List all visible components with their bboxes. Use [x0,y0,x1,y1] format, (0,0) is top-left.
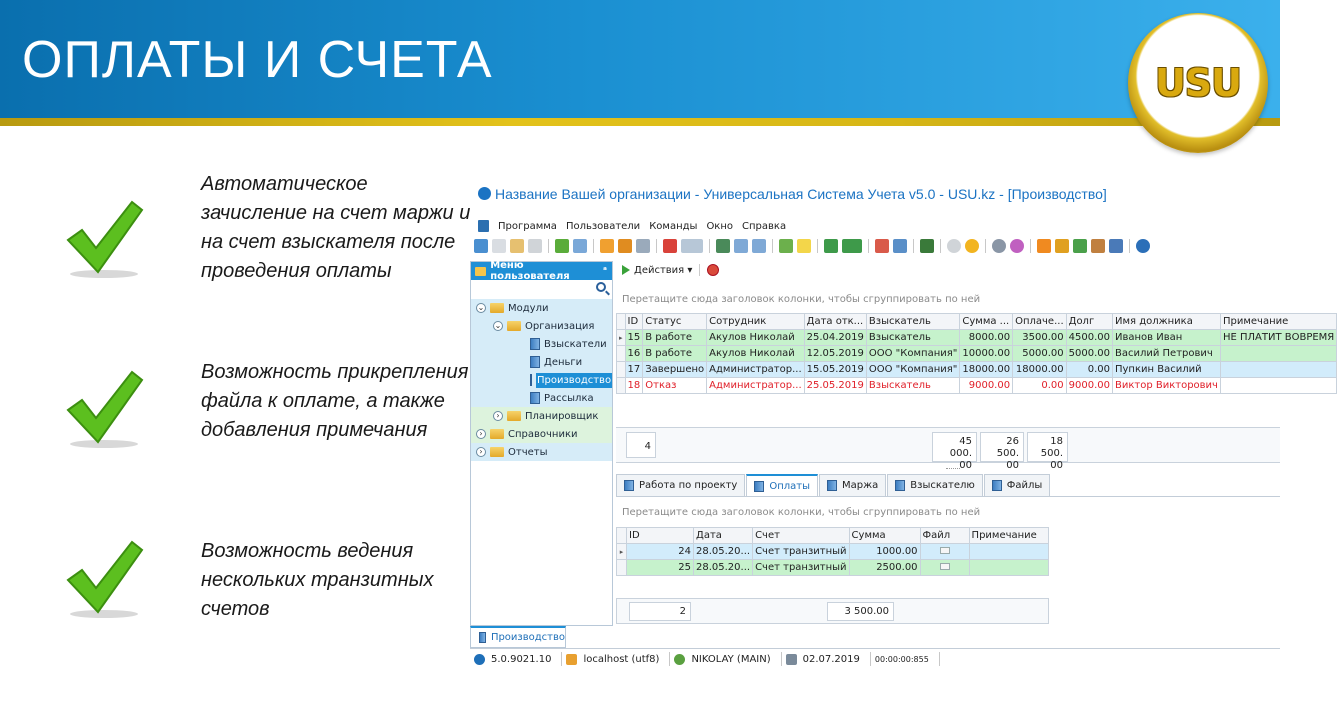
debt-total: 18 500. 00 [1027,432,1068,462]
search-icon[interactable] [596,282,606,292]
actions-bar [616,261,1280,279]
sidebar-item-scheduler[interactable]: › Планировщик [471,407,612,425]
module-icon [530,392,540,404]
export-dropdown-icon[interactable] [842,239,862,253]
col-status[interactable]: Статус [643,314,707,330]
folder-open-icon [490,303,504,313]
col-amount[interactable]: Сумма [849,528,920,544]
row-count: 4 [626,432,656,458]
collapse-icon[interactable]: ⌄ [477,303,485,312]
image-dropdown-icon[interactable] [681,239,703,253]
edit-icon[interactable] [510,239,524,253]
users-icon[interactable] [1073,239,1087,253]
tab-icon [992,480,1002,491]
logo-text: USU [1154,61,1242,105]
col-file[interactable]: Файл [920,528,969,544]
feature-text-3: Возможность ведения нескольких транзитных счетов [201,540,434,620]
slide-title: ОПЛАТЫ И СЧЕТА [22,31,493,89]
palette-icon[interactable] [1010,239,1024,253]
tab-payments[interactable]: Оплаты [746,474,818,496]
payments-count: 2 [629,602,691,621]
checkmark-icon [62,366,146,450]
col-note[interactable]: Примечание [1220,314,1336,330]
pin-icon[interactable]: ᵃ [602,266,607,276]
col-id[interactable]: ID [625,314,643,330]
col-date[interactable]: Дата отк... [804,314,866,330]
collections-table [616,313,1337,394]
sidebar-item-reports[interactable]: › Отчеты [471,443,612,461]
excel-icon[interactable] [824,239,838,253]
search-icon[interactable] [573,239,587,253]
folder-icon [490,447,504,457]
user-menu-sidebar [470,261,613,626]
menu-window[interactable]: Окно [706,220,734,232]
col-note[interactable]: Примечание [969,528,1048,544]
tab-icon [479,632,486,643]
app-menu-icon [478,220,489,232]
header-stripe [0,118,1280,126]
feature-text-2: Возможность прикрепления файла к оплате, а также добавления примечания [201,361,469,441]
folder-open-icon [507,321,521,331]
sidebar-item-organization[interactable]: ⌄ Организация [471,317,612,335]
tab-margin[interactable]: Маржа [819,474,886,496]
tab-icon [827,480,837,491]
menu-bar [478,218,786,234]
user-icon [674,654,685,665]
disabled-icon [947,239,961,253]
table-row[interactable]: 16 В работе Акулов Николай 12.05.2019 ООО "Компания" 10000.00 5000.00 5000.00 Василий Петрович [617,346,1337,362]
plug-icon[interactable] [1109,239,1123,253]
flag-icon[interactable] [663,239,677,253]
sidebar-search[interactable] [471,280,612,298]
tab-files[interactable]: Файлы [984,474,1051,496]
columns-icon[interactable] [716,239,730,253]
rss-icon[interactable] [1037,239,1051,253]
tab-icon [624,480,634,491]
lock-icon[interactable] [1055,239,1069,253]
window-split-icon[interactable] [893,239,907,253]
payments-table [616,527,1049,576]
status-user: NIKOLAY (MAIN) [670,652,781,666]
payments-group-hint: Перетащите сюда заголовок колонки, чтобы сгруппировать по ней [622,507,981,518]
sidebar-item-money[interactable]: Деньги [471,353,612,371]
col-sum[interactable]: Сумма ... [960,314,1013,330]
info-icon[interactable] [1136,239,1150,253]
tab-icon [754,481,764,492]
expand-icon[interactable] [734,239,748,253]
folder-icon [475,267,486,276]
filter-settings-icon[interactable] [636,239,650,253]
gear-icon[interactable] [992,239,1006,253]
detail-tabs [616,474,1051,496]
sidebar-header: Меню пользователя ᵃ [471,262,612,280]
menu-help[interactable]: Справка [742,220,787,232]
window-tab-production[interactable]: Производство [470,626,566,648]
exit-icon[interactable] [920,239,934,253]
sidebar-item-references[interactable]: › Справочники [471,425,612,443]
collapse-icon[interactable]: ⌄ [494,321,502,330]
user-edit-icon[interactable] [1091,239,1105,253]
filter-icon[interactable] [600,239,614,253]
filter-clear-icon[interactable] [618,239,632,253]
payments-sum: 3 500.00 [827,602,894,621]
window-title: Название Вашей организации - Универсальная Система Учета v5.0 - USU.kz - [Производство] [478,186,1107,202]
copy-icon[interactable] [492,239,506,253]
play-icon[interactable] [622,265,630,275]
stop-icon[interactable] [707,264,719,276]
module-icon [530,338,540,350]
paid-total: 26 500. 00 [980,432,1024,462]
status-version: 5.0.9021.10 [470,652,562,666]
calendar-icon [786,654,797,665]
table-header [617,528,1049,544]
col-debtor[interactable]: Имя должника [1112,314,1220,330]
col-id[interactable]: ID [627,528,694,544]
sidebar-item-collectors[interactable]: Взыскатели [471,335,612,353]
attachment-icon[interactable] [940,547,950,554]
table-row[interactable]: 25 28.05.20... Счет транзитный 2500.00 [617,560,1049,576]
module-icon [530,356,540,368]
table-row[interactable]: 17 Завершено Администратор... 15.05.2019 ООО "Компания" 18000.00 18000.00 0.00 Пупкин Василий [617,362,1337,378]
menu-program[interactable]: Программа [498,220,557,232]
status-db: localhost (utf8) [562,652,670,666]
sidebar-item-mailing[interactable]: Рассылка [471,389,612,407]
table-row[interactable]: ▸ 24 28.05.20... Счет транзитный 1000.00 [617,544,1049,560]
checkmark-icon [62,536,146,620]
table-row[interactable]: 18 Отказ Администратор... 25.05.2019 Взыскатель 9000.00 0.00 9000.00 Виктор Викторович [617,378,1337,394]
menu-commands[interactable]: Команды [649,220,698,232]
col-collector[interactable]: Взыскатель [866,314,959,330]
feature-text-1: Автоматическое зачисление на счет маржи и на счет взыскателя после проведения оплаты [201,173,471,282]
database-icon [566,654,577,665]
app-window [470,176,1335,676]
attachment-icon[interactable] [940,563,950,570]
module-icon [530,374,532,386]
add-icon[interactable] [474,239,488,253]
folder-icon [490,429,504,439]
folder-icon [507,411,521,421]
refresh-icon[interactable] [555,239,569,253]
add-row-icon[interactable] [779,239,793,253]
tab-project-work[interactable]: Работа по проекту [616,474,745,496]
group-hint: Перетащите сюда заголовок колонки, чтобы сгруппировать по ней [622,294,981,305]
col-date[interactable]: Дата [694,528,753,544]
window-new-icon[interactable] [875,239,889,253]
status-bar [470,650,940,668]
expand-icon[interactable]: › [476,447,486,457]
col-employee[interactable]: Сотрудник [707,314,804,330]
tab-icon [895,480,905,491]
tab-to-collector[interactable]: Взыскателю [887,474,983,496]
col-account[interactable]: Счет [753,528,849,544]
expand-icon[interactable]: › [493,411,503,421]
expand-icon[interactable]: › [476,429,486,439]
splitter-handle[interactable] [946,468,960,470]
sidebar-item-modules[interactable]: ⌄ Модули [471,299,612,317]
delete-icon[interactable] [528,239,542,253]
toolbar [474,238,1150,254]
note-icon[interactable] [797,239,811,253]
collapse-icon[interactable] [752,239,766,253]
actions-menu[interactable]: Действия ▾ [634,264,693,276]
status-date: 02.07.2019 [782,652,871,666]
col-debt[interactable]: Долг [1066,314,1112,330]
status-timer: 00:00:00:855 [871,652,940,666]
checkmark-icon [62,196,146,280]
main-panel [616,261,1335,626]
menu-users[interactable]: Пользователи [565,220,641,232]
info-icon [474,654,485,665]
table-header [617,314,1337,330]
table-row[interactable]: ▸ 15 В работе Акулов Николай 25.04.2019 Взыскатель 8000.00 3500.00 4500.00 Иванов Иван НЕ ПЛАТИТ ВОВРЕМЯ [617,330,1337,346]
usu-logo [1128,13,1268,153]
sum-total: 45 000. 00 [932,432,977,462]
app-icon [478,187,491,200]
sidebar-item-production[interactable]: Производство [471,371,612,389]
bulb-icon[interactable] [965,239,979,253]
col-paid[interactable]: Оплаче... [1013,314,1067,330]
